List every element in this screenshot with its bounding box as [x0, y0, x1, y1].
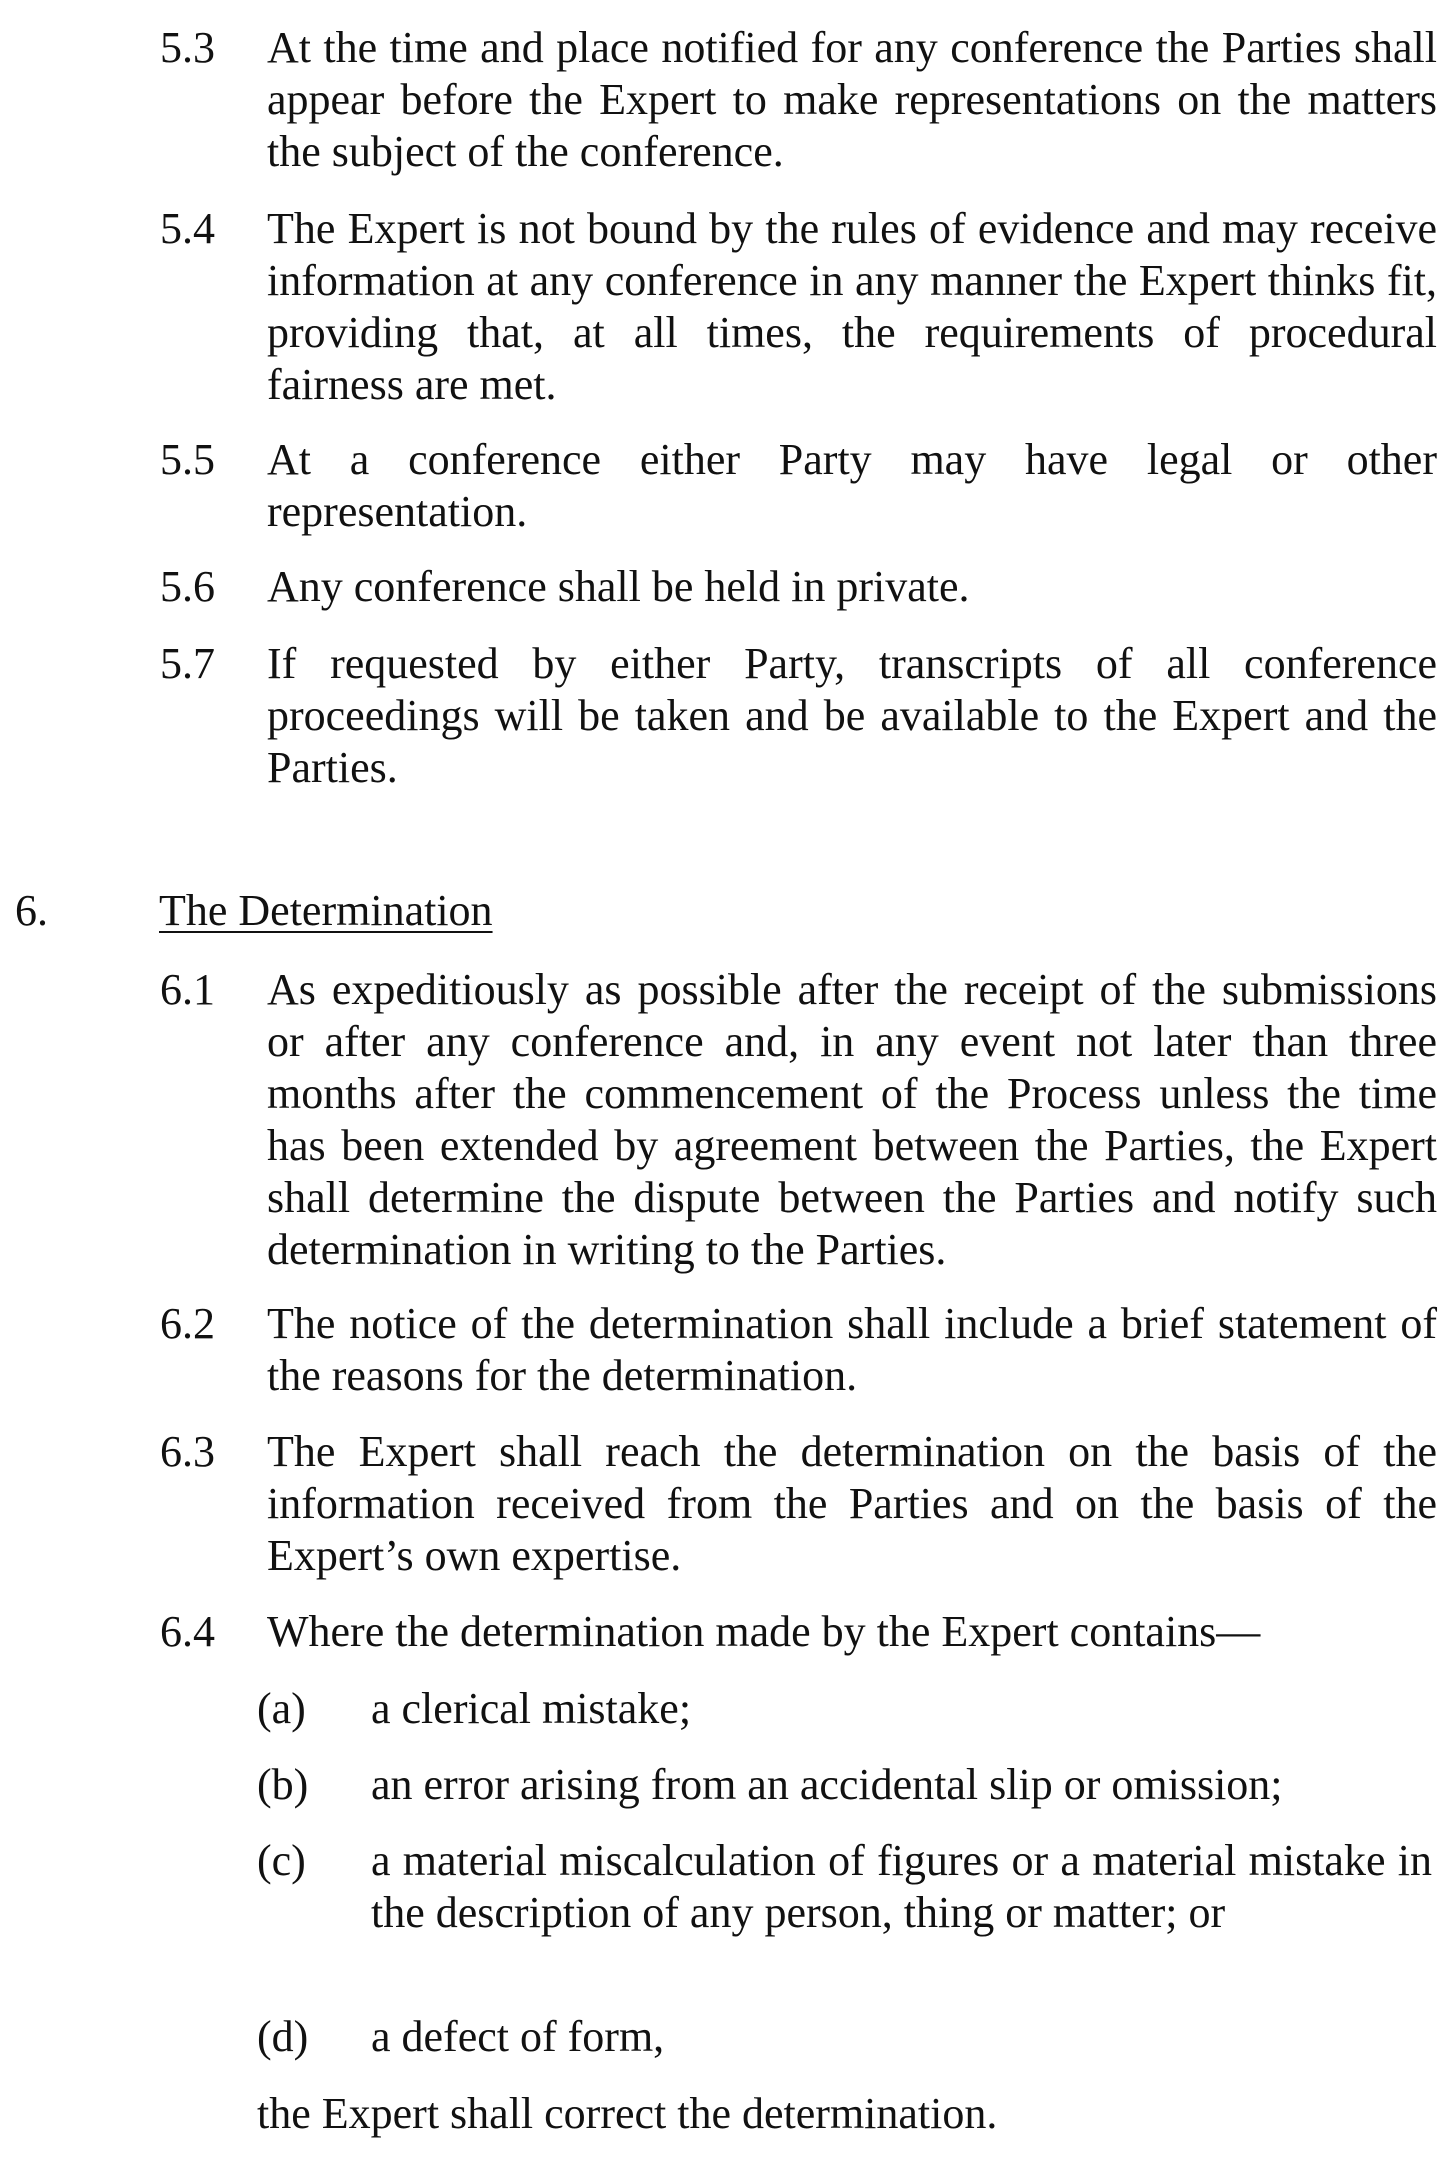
clause-number: 6.2 — [160, 1299, 215, 1348]
clause-text-5-3: At the time and place notified for any conference the Parties shall appear before the Expert to make representations on the matters the subject of the conference. — [267, 23, 1437, 176]
clause-number: 6.3 — [160, 1427, 215, 1476]
clause-text — [267, 434, 1437, 538]
list-item — [371, 1759, 1432, 1811]
clause-number: 5.7 — [160, 639, 215, 688]
clause-text-5-5: At a conference either Party may have legal or other representation. — [267, 435, 1437, 536]
section-number: 6. — [15, 886, 48, 935]
clause-number: 5.6 — [160, 562, 215, 611]
clause-text — [267, 1426, 1437, 1582]
clause-text — [267, 638, 1437, 794]
clause-text — [267, 22, 1437, 178]
list-item-marker: (b) — [257, 1760, 309, 1809]
clause-number: 5.3 — [160, 23, 215, 72]
clause-text-6-1: As expeditiously as possible after the receipt of the submissions or after any conference and, in any event not later than three months after the commencement of the Process unless the time has been extended by agreement between the Parties, the Expert shall determine the dispute between the Parties and notify such determination in writing to the Parties. — [267, 965, 1437, 1274]
clause-number: 5.4 — [160, 204, 215, 253]
list-item-marker: (a) — [257, 1684, 306, 1733]
clause-text-6-2: The notice of the determination shall include a brief statement of the reasons for the determination. — [267, 1299, 1437, 1400]
list-item — [371, 1683, 1432, 1735]
section-heading: The Determination — [159, 886, 493, 935]
clause-text-6-4: Where the determination made by the Expert contains— — [267, 1607, 1261, 1656]
closing-text: the Expert shall correct the determination. — [257, 2089, 998, 2138]
clause-text-5-7: If requested by either Party, transcripts of all conference proceedings will be taken and be available to the Expert and the Parties. — [267, 639, 1437, 792]
clause-text-6-3: The Expert shall reach the determination on the basis of the information received from the Parties and on the basis of the Expert’s own expertise. — [267, 1427, 1437, 1580]
list-item-marker: (c) — [257, 1836, 306, 1885]
clause-text — [267, 964, 1437, 1276]
list-item-text: a clerical mistake; — [371, 1684, 692, 1733]
clause-text — [267, 1606, 1437, 1658]
clause-text-5-6: Any conference shall be held in private. — [267, 562, 970, 611]
clause-text-5-4: The Expert is not bound by the rules of evidence and may receive information at any conference in any manner the Expert thinks fit, providing that, at all times, the requirements of procedural fairness are met. — [267, 204, 1437, 409]
list-item — [371, 2011, 1432, 2063]
clause-closing-text — [257, 2088, 1432, 2140]
list-item-text: a defect of form, — [371, 2012, 665, 2061]
list-item-marker: (d) — [257, 2012, 309, 2061]
list-item — [371, 1835, 1432, 1939]
list-item-text: a material miscalculation of figures or a material mistake in the description of any person, thing or matter; or — [371, 1836, 1432, 1937]
clause-text — [267, 561, 1437, 613]
clause-text — [267, 203, 1437, 411]
list-item-text: an error arising from an accidental slip or omission; — [371, 1760, 1283, 1809]
clause-number: 5.5 — [160, 435, 215, 484]
clause-number: 6.4 — [160, 1607, 215, 1656]
clause-number: 6.1 — [160, 965, 215, 1014]
clause-text — [267, 1298, 1437, 1402]
